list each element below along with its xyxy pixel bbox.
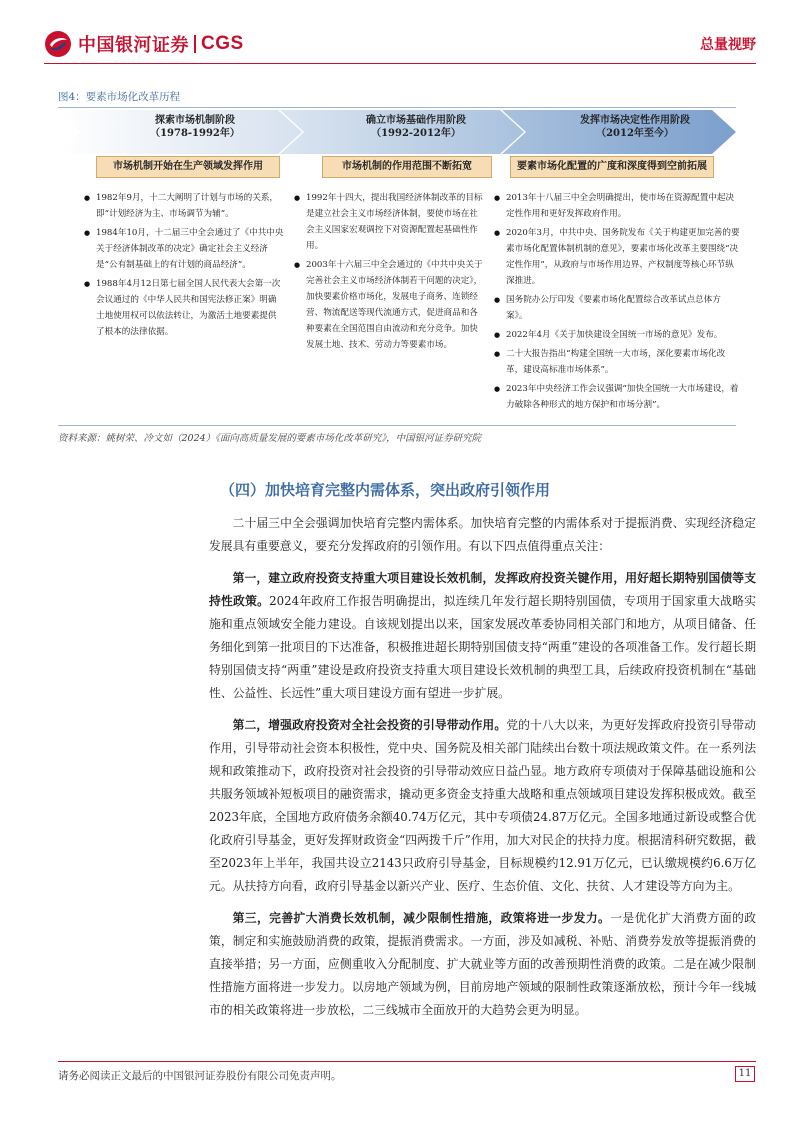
list-item: ● 2022年4月《关于加快建设全国统一市场的意见》发布。: [494, 327, 740, 343]
stage-1-events: [84, 190, 284, 343]
stage-2-theme: 市场机制的作用范围不断拓宽: [322, 156, 492, 178]
figure-source: 资料来源：姚树荣、冷文如（2024）《面向高质量发展的要素市场化改革研究》，中国银河证券研究院: [58, 433, 482, 444]
figure-bottom-rule: [58, 425, 736, 426]
stage-2-period: （1992-2012年）: [371, 128, 461, 139]
stage-3-name: 发挥市场决定性作用阶段: [580, 115, 690, 126]
footer-divider: [58, 1061, 756, 1062]
paragraph-intro: 二十届三中全会强调加快培育完整内需体系。加快培育完整的内需体系对于提振消费、实现经济稳定发展具有重要意义，要充分发挥政府的引领作用。有以下四点值得重点关注：: [209, 516, 756, 553]
section-heading: （四）加快培育完整内需体系，突出政府引领作用: [220, 481, 551, 499]
paragraph-2: [209, 714, 756, 898]
paragraph-2-text: 党的十八大以来，为更好发挥政府投资引导带动作用，引导带动社会资本积极性，党中央、国务院及相关部门陆续出台数十项法规政策文件。在一系列法规和政策推动下，政府投资对社会投资的引导带动效应日益凸显。地方政府专项债对于保障基础设施和公共服务领域补短板项目的融资需求，撬动更多资金支持重大战略和重点领域项目建设发挥积极成效。截至2023年底，全国地方政府债务余额40.74万亿元，其中专项债24.87万亿元。全国多地通过新设或整合优化政府引导基金，更好发挥财政资金“四两拨千斤”作用，加大对民企的扶持力度。根据清科研究数据，截至2023年上半年，我国共设立2143只政府引导基金，目标规模约12.91万亿元，已认缴规模约6.6万亿元。从扶持方向看，政府引导基金以新兴产业、医疗、生态价值、文化、扶贫、人才建设等方向为主。: [209, 718, 756, 893]
page-number: 11: [735, 1066, 755, 1082]
section-body: [209, 512, 756, 1031]
paragraph-1-text: 2024年政府工作报告明确提出，拟连续几年发行超长期特别国债，专项用于国家重大战略实施和重点领域安全能力建设。自该规划提出以来，国家发展改革委协同相关部门和地方，从项目储备、任务细化到第一批项目的下达准备，积极推进超长期特别国债支持“两重”建设的各项准备工作。发行超长期特别国债支持“两重”建设是政府投资支持重大项目建设长效机制的典型工具，后续政府投资机制在“基础性、公益性、长远性”重大项目建设方面有望进一步扩展。: [209, 594, 756, 700]
figure-title: 图4：要素市场化改革历程: [58, 91, 181, 103]
stage-2-name: 确立市场基础作用阶段: [366, 115, 466, 126]
stage-1-period: （1978-1992年）: [150, 128, 240, 139]
logo-chinese-name: 中国银河证券: [78, 35, 189, 56]
paragraph-1: [209, 567, 756, 705]
paragraph-3: [209, 907, 756, 1022]
list-item: ● 二十大报告指出“构建全国统一大市场，深化要素市场化改革，建设高标准市场体系”。: [494, 346, 740, 378]
cgs-logo-icon: [44, 30, 72, 58]
stage-3-theme: 要素市场化配置的广度和深度得到空前拓展: [510, 156, 714, 178]
list-item: ● 2020年3月，中共中央、国务院发布《关于构建更加完善的要素市场化配置体制机制的意见》，要素市场化改革主要围绕“决定性作用”，从政府与市场作用边界、产权制度等核心环节纵深推进。: [494, 225, 740, 289]
stage-1-name: 探索市场机制阶段: [155, 115, 235, 126]
header-section-label: 总量视野: [700, 37, 756, 53]
list-item: ● 2003年十六届三中全会通过的《中共中央关于完善社会主义市场经济体制若干问题的决定》，加快要素价格市场化，发展电子商务、连锁经营、物流配送等现代流通方式，促进商品和各种要素在全国范围自由流动和充分竞争。加快发展土地、技术、劳动力等要素市场。: [294, 257, 484, 353]
paragraph-3-text: 一是优化扩大消费方面的政策，制定和实施鼓励消费的政策，提振消费需求。一方面，涉及如减税、补贴、消费券发放等提振消费的直接举措；另一方面，应侧重收入分配制度、扩大就业等方面的改善预期性消费的政策。二是在减少限制性措施方面将进一步发力。以房地产领域为例，目前房地产领域的限制性政策逐渐放松，预计今年一线城市的相关政策将进一步放松，二三线城市全面放开的大趋势会更为明显。: [209, 911, 756, 1017]
list-item: ● 2013年十八届三中全会明确提出，使市场在资源配置中起决定性作用和更好发挥政府作用。: [494, 190, 740, 222]
list-item: ● 2023年中央经济工作会议强调“加快全国统一大市场建设，着力破除各种形式的地方保护和市场分割”。: [494, 381, 740, 413]
figure-top-rule: [58, 107, 736, 108]
paragraph-3-lead: 第三，完善扩大消费长效机制，减少限制性措施，政策将进一步发力。: [232, 911, 611, 925]
list-item: ● 国务院办公厅印发《要素市场化配置综合改革试点总体方案》。: [494, 292, 740, 324]
stage-3-period: （2012年至今）: [596, 128, 674, 139]
list-item: ● 1982年9月，十二大阐明了计划与市场的关系，即“计划经济为主、市场调节为辅”。: [84, 190, 284, 222]
stage-1-label: [95, 114, 295, 140]
list-item: ● 1992年十四大，提出我国经济体制改革的目标是建立社会主义市场经济体制，要使市场在社会主义国家宏观调控下对资源配置起基础性作用。: [294, 190, 484, 254]
list-item: ● 1984年10月，十二届三中全会通过了《中共中央关于经济体制改革的决定》确定社会主义经济是“公有制基础上的有计划的商品经济”。: [84, 225, 284, 273]
paragraph-1-lead: 第一，建立政府投资支持重大项目建设长效机制，发挥政府投资关键作用，用好超长期特别国债等支持性政策。: [209, 571, 756, 608]
stage-2-label: [316, 114, 516, 140]
page-header: [0, 0, 794, 64]
stage-3-label: [535, 114, 735, 140]
stage-1-theme: 市场机制开始在生产领域发挥作用: [96, 156, 280, 178]
paragraph-2-lead: 第二，增强政府投资对全社会投资的引导带动作用。: [232, 718, 507, 732]
stage-2-events: [294, 190, 484, 356]
logo-separator: [194, 35, 196, 53]
header-divider: [44, 63, 756, 64]
logo-english-name: CGS: [201, 33, 244, 54]
list-item: ● 1988年4月12日第七届全国人民代表大会第一次会议通过的《中华人民共和国宪法修正案》明确土地使用权可以依法转让，为激活土地要素提供了根本的法律依据。: [84, 276, 284, 340]
stage-3-events: [494, 190, 740, 416]
footer-disclaimer: 请务必阅读正文最后的中国银河证券股份有限公司免责声明。: [58, 1070, 342, 1082]
cgs-logo: [44, 30, 244, 58]
